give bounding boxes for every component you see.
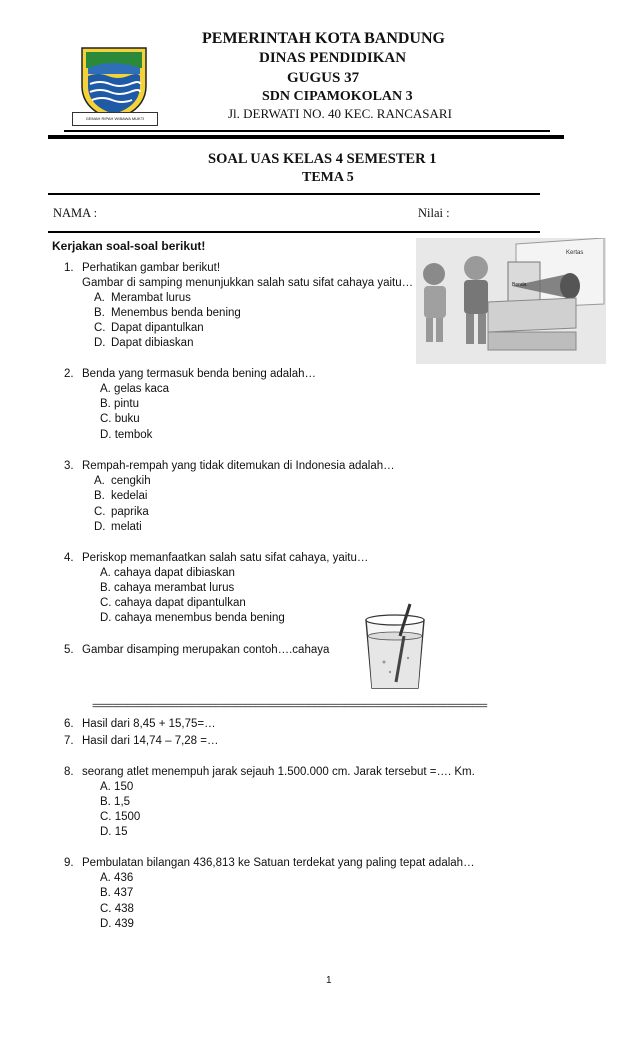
q3-option-b[interactable]: kedelai	[111, 490, 148, 502]
q1-option-a-letter: A.	[94, 292, 105, 304]
logo-motto: GEMAH RIPAH WIBAWA MUKTI	[85, 116, 145, 121]
header-line1: PEMERINTAH KOTA BANDUNG	[202, 30, 445, 47]
q5-text: Gambar disamping merupakan contoh….cahaya	[82, 644, 330, 656]
q8-option-a[interactable]: A. 150	[100, 781, 134, 793]
q8-number: 8.	[64, 766, 74, 778]
header-line4: SDN CIPAMOKOLAN 3	[262, 89, 413, 104]
q3-number: 3.	[64, 460, 74, 472]
score-label: Nilai :	[418, 206, 450, 220]
q9-text: Pembulatan bilangan 436,813 ke Satuan terdekat yang paling tepat adalah…	[82, 857, 475, 869]
q4-option-a[interactable]: A. cahaya dapat dibiaskan	[100, 567, 235, 579]
exam-title: SOAL UAS KELAS 4 SEMESTER 1	[208, 151, 437, 167]
q4-number: 4.	[64, 552, 74, 564]
name-label: NAMA :	[53, 206, 98, 220]
q8-option-d[interactable]: D. 15	[100, 826, 128, 838]
q2-option-a[interactable]: A. gelas kaca	[100, 383, 170, 395]
q9-number: 9.	[64, 857, 74, 869]
q4-option-c[interactable]: C. cahaya dapat dipantulkan	[100, 597, 246, 609]
header-line2: DINAS PENDIDIKAN	[259, 50, 407, 66]
label-benda: Benda	[512, 282, 527, 288]
q8-option-b[interactable]: B. 1,5	[100, 796, 131, 808]
section-separator: ================================================================================	[92, 700, 487, 712]
q3-option-d[interactable]: melati	[111, 521, 142, 533]
q3-option-a-letter: A.	[94, 475, 105, 487]
q3-option-a[interactable]: cengkih	[111, 475, 151, 487]
q4-option-b[interactable]: B. cahaya merambat lurus	[100, 582, 235, 594]
q1-option-c-letter: C.	[94, 322, 106, 334]
q3-option-d-letter: D.	[94, 521, 106, 533]
q2-option-d[interactable]: D. tembok	[100, 429, 153, 441]
q7-number: 7.	[64, 735, 74, 747]
title-rule	[48, 193, 540, 195]
q2-text: Benda yang termasuk benda bening adalah…	[82, 368, 317, 380]
q1-option-d[interactable]: Dapat dibiaskan	[111, 337, 194, 349]
header-address: Jl. DERWATI NO. 40 KEC. RANCASARI	[228, 106, 452, 121]
q9-option-c[interactable]: C. 438	[100, 903, 134, 915]
header-rule	[64, 130, 550, 132]
q2-option-b[interactable]: B. pintu	[100, 398, 139, 410]
q6-text: Hasil dari 8,45 + 15,75=…	[82, 718, 216, 730]
header-line3: GUGUS 37	[287, 70, 360, 86]
q3-option-b-letter: B.	[94, 490, 105, 502]
q8-option-c[interactable]: C. 1500	[100, 811, 141, 823]
q1-option-d-letter: D.	[94, 337, 106, 349]
q4-option-d[interactable]: D. cahaya menembus benda bening	[100, 612, 285, 624]
q1-option-a[interactable]: Merambat lurus	[111, 292, 191, 304]
exam-subtitle: TEMA 5	[302, 170, 354, 185]
q1-number: 1.	[64, 262, 74, 274]
q1-option-b[interactable]: Menembus benda bening	[111, 307, 241, 319]
q1-option-c[interactable]: Dapat dipantulkan	[111, 322, 204, 334]
q9-option-d[interactable]: D. 439	[100, 918, 134, 930]
q2-option-c[interactable]: C. buku	[100, 413, 140, 425]
q6-number: 6.	[64, 718, 74, 730]
glass-refraction-image	[360, 602, 430, 692]
q5-number: 5.	[64, 644, 74, 656]
q3-option-c-letter: C.	[94, 506, 106, 518]
logo-motto-ribbon	[72, 112, 158, 126]
q3-option-c[interactable]: paprika	[111, 506, 149, 518]
header-rule-thick	[48, 135, 564, 139]
q3-text: Rempah-rempah yang tidak ditemukan di Indonesia adalah…	[82, 460, 395, 472]
page-number: 1	[326, 975, 332, 986]
q1-option-b-letter: B.	[94, 307, 105, 319]
light-experiment-image	[416, 238, 606, 364]
q9-option-a[interactable]: A. 436	[100, 872, 134, 884]
q7-text: Hasil dari 14,74 – 7,28 =…	[82, 735, 219, 747]
name-rule	[48, 231, 540, 233]
q4-text: Periskop memanfaatkan salah satu sifat cahaya, yaitu…	[82, 552, 369, 564]
q2-number: 2.	[64, 368, 74, 380]
q8-text: seorang atlet menempuh jarak sejauh 1.500.000 cm. Jarak tersebut =…. Km.	[82, 766, 475, 778]
label-kertas: Kertas	[566, 250, 584, 256]
q1-text: Perhatikan gambar berikut!	[82, 262, 221, 274]
instruction: Kerjakan soal-soal berikut!	[52, 239, 206, 253]
q1-text2: Gambar di samping menunjukkan salah satu sifat cahaya yaitu…	[82, 277, 414, 289]
q9-option-b[interactable]: B. 437	[100, 887, 134, 899]
